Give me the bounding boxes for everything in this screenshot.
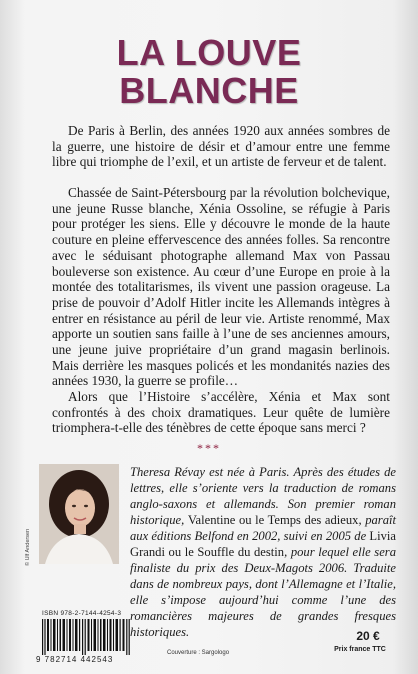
author-bio-part-a: Theresa Révay est née à Paris. Après des études de lettres, elle s’oriente vers la traduction de romans anglo-saxons et allemands. Son premier roman historique, — [130, 465, 396, 527]
blurb-paragraph-1: De Paris à Berlin, des années 1920 aux années sombres de la guerre, une histoire de désir et d’amour entre une femme libre qui triomphe de l’exil, et un artiste de ferveur et de talent. — [52, 123, 390, 170]
author-bio-part-c: , pour lequel elle sera finaliste du prix des Deux-Magots 2006. Traduite dans de nombreux pays, dont l’Allemagne et l’Italie, elle s’impose aujourd’hui comme l’une des romancières majeures de grandes fresques historiques. — [130, 545, 397, 639]
author-bio — [130, 464, 396, 640]
book-title-line1: LA LOUVE — [116, 32, 302, 73]
section-separator: *** — [197, 441, 221, 455]
blurb-paragraph-3: Alors que l’Histoire s’accélère, Xénia et Max sont confrontés à des choix dramatiques. Leur quête de lumière triomphera-t-elle des ténèbres de cette époque sans merci ? — [52, 389, 390, 436]
book-title — [0, 34, 418, 110]
price: 20 € — [356, 629, 380, 643]
book-title-line2: BLANCHE — [119, 70, 299, 111]
book-title-valentine: Valentine ou le Temps des adieux — [187, 513, 359, 527]
barcode — [42, 619, 130, 655]
cover-credit: Couverture : Sargologo — [167, 650, 230, 656]
author-photo — [39, 464, 119, 564]
price-label: Prix france TTC — [334, 646, 386, 653]
photo-credit: © Ulf Andersen — [25, 528, 31, 566]
author-bio-part-b: , paraît aux éditions Belfond en 2002, suivi en 2005 de — [130, 513, 397, 543]
barcode-number: 9 782714 442543 — [36, 655, 114, 664]
blurb-paragraph-2: Chassée de Saint-Pétersbourg par la révolution bolchevique, une jeune Russe blanche, Xénia Ossoline, se réfugie à Paris pour protéger les siens. Elle y découvre le monde de la haute couture en pleine effervescence des années folles. Sa rencontre avec le séduisant photographe allemand Max von Passau bouleverse son existence. Au cœur d’une Europe en proie à la montée des totalitarismes, ils vivent une passion orageuse. La prise de pouvoir d’Adolf Hitler incite les Allemands intègres à entrer en résistance au péril de leur vie. Artiste renommé, Max apporte un soutien sans faille à l’une de ses anciennes amours, une jeune juive propriétaire d’un grand magasin berlinois. Mais derrière les masques policés et les mondanités nazies des années 1930, la guerre se profile… — [52, 185, 390, 389]
book-title-livia: Livia Grandi ou le Souffle du destin — [130, 529, 396, 559]
isbn: ISBN 978-2-7144-4254-3 — [42, 610, 122, 617]
